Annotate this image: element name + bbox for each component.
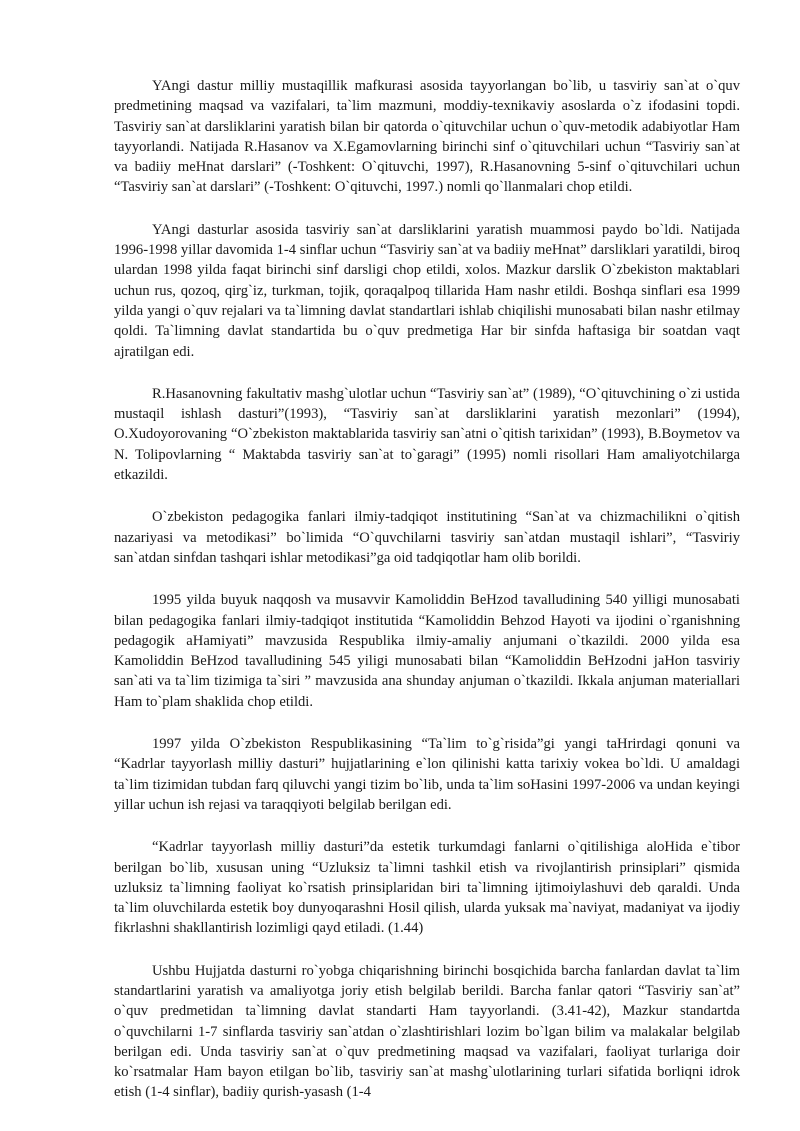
paragraph-8: Ushbu Hujjatda dasturni ro`yobga chiqarishning birinchi bosqichida barcha fanlardan davlat ta`lim standartlarini yaratish va amaliyotga joriy etish belgilab berildi. Barcha fanlar qatori “Tasviriy san`at” o`quv predmetidan ta`limning davlat standarti Ham tayyorlandi. (3.41-42), Mazkur standartda o`quvchilarni 1-7 sinflarda tasviriy san`atdan o`zlashtirishlari lozim bo`lgan bilim va malakalar belgilab berilgan edi. Unda tasviriy san`at o`quv predmetining maqsad va vazifalari, faoliyat turlariga doir ko`rsatmalar Ham bayon etilgan bo`lib, tasviriy san`at mashg`ulotlarining turlari sifatida borliqni idrok etish (1-4 sinflar), badiiy qurish-yasash (1-4	[114, 962, 740, 1101]
paragraph-4: O`zbekiston pedagogika fanlari ilmiy-tadqiqot institutining “San`at va chizmachilikni o`qitish nazariyasi va metodikasi” bo`limida “O`quvchilarni tasviriy san`atdan mustaqil ishlari”, “Tasviriy san`atdan sinfdan tashqari ishlar metodikasi”ga oid tadqiqotlar ham olib borildi.	[114, 509, 740, 566]
paragraph-6: 1997 yilda O`zbekiston Respublikasining “Ta`lim to`g`risida”gi yangi taHrirdagi qonuni va “Kadrlar tayyorlash milliy dasturi” hujjatlarining e`lon qilinishi katta tarixiy vokea bo`ldi. U amaldagi ta`lim tizimidan tubdan farq qiluvchi yangi tizim bo`lib, unda ta`lim soHasini 1997-2006 va undan keyingi yillar uchun ish rejasi va taraqqiyoti belgilab berilgan edi.	[114, 736, 740, 813]
paragraph-7: “Kadrlar tayyorlash milliy dasturi”da estetik turkumdagi fanlarni o`qitilishiga aloHida e`tibor berilgan bo`lib, xususan uning “Uzluksiz ta`limni tashkil etish va rivojlantirish prinsiplari” qismida uzluksiz ta`limning faoliyat ko`rsatish prinsiplaridan biri ta`limning ijtimoiylashuvi deb qaraldi. Unda ta`lim oluvchilarda estetik boy dunyoqarashni Hosil qilish, ularda yuksak ma`naviyat, madaniyat va ijodiy fikrlashni shakllantirish lozimligi qayd etiladi. (1.44)	[114, 839, 740, 937]
paragraph-2: YAngi dasturlar asosida tasviriy san`at darsliklarini yaratish muammosi paydo bo`ldi. Natijada 1996-1998 yillar davomida 1-4 sinflar uchun “Tasviriy san`at va badiiy meHnat” darsliklari yaratildi, biroq ulardan 1998 yilda faqat birinchi sinf darsligi chop etildi, xolos. Mazkur darslik O`zbekiston maktablari uchun rus, qozoq, qirg`iz, turkman, tojik, qoraqalpoq tillarida Ham nashr etildi. Boshqa sinflari esa 1999 yilda yangi o`quv rejalari va ta`limning davlat standartlari ishlab chiqilishi munosabati bilan nashr etilmay qoldi. Ta`limning davlat standartida bu o`quv predmetiga Har bir sinfda haftasiga bir soatdan vaqt ajratilgan edi.	[114, 221, 740, 360]
document-page	[114, 76, 740, 1103]
paragraph-1: YAngi dastur milliy mustaqillik mafkurasi asosida tayyorlangan bo`lib, u tasviriy san`at o`quv predmetining maqsad va vazifalari, ta`lim mazmuni, moddiy-texnikaviy asoslarda o`z ifodasini topdi. Tasviriy san`at darsliklarini yaratish bilan bir qatorda o`qituvchilar uchun o`quv-metodik adabiyotlar Ham tayyorlandi. Natijada R.Hasanov va X.Egamovlarning birinchi sinf o`qituvchilari uchun “Tasviriy san`at va badiiy meHnat darslari” (-Toshkent: O`qituvchi, 1997), R.Hasanovning 5-sinf o`qituvchilari uchun “Tasviriy san`at darslari” (-Toshkent: O`qituvchi, 1997.) nomli qo`llanmalari chop etildi.	[114, 78, 740, 196]
paragraph-3: R.Hasanovning fakultativ mashg`ulotlar uchun “Tasviriy san`at” (1989), “O`qituvchining o`zi ustida mustaqil ishlash dasturi”(1993), “Tasviriy san`at darsliklarini yaratish mezonlari” (1994), O.Xudoyorovaning “O`zbekiston maktablarida tasviriy san`atni o`qitish tarixidan” (1993), B.Boymetov va N. Tolipovlarning “ Maktabda tasviriy san`at to`garagi” (1995) nomli risollari Ham amaliyotchilarga etkazildi.	[114, 385, 740, 484]
paragraph-5: 1995 yilda buyuk naqqosh va musavvir Kamoliddin BeHzod tavalludining 540 yilligi munosabati bilan pedagogika fanlari ilmiy-tadqiqot institutida “Kamoliddin Behzod Hayoti va ijodini o`rganishning pedagogik aHamiyati” mavzusida Respublika ilmiy-amaliy anjumani o`tkazildi. 2000 yilda esa Kamoliddin BeHzod tavalludining 545 yiligi munosabati bilan “Kamoliddin BeHzodni jaHon tasviriy san`ati va ta`lim tizimiga ta`siri ” mavzusida ana shunday anjuman o`tkazildi. Ikkala anjuman materiallari Ham to`plam shaklida chop etildi.	[114, 592, 740, 710]
